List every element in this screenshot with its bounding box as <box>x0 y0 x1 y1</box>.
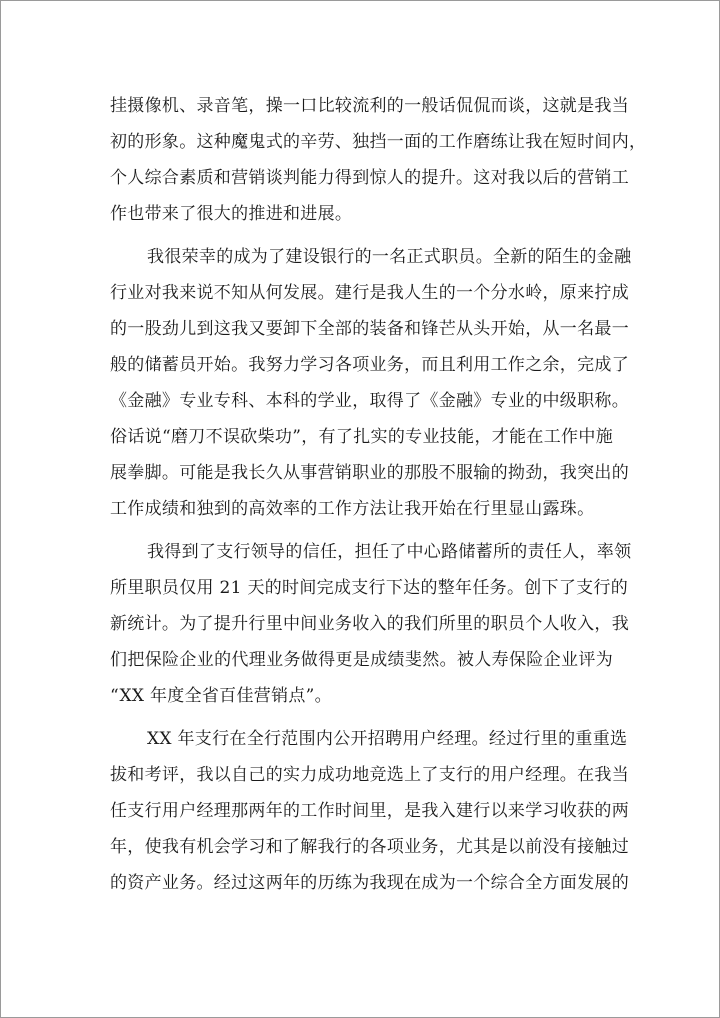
text-line: 任支行用户经理那两年的工作时间里，是我入建行以来学习收获的两 <box>110 801 629 821</box>
text-line: 个人综合素质和营销谈判能力得到惊人的提升。这对我以后的营销工 <box>110 168 629 188</box>
text-line: 俗话说“磨刀不误砍柴功”，有了扎实的专业技能，才能在工作中施 <box>110 427 613 447</box>
text-line: 新统计。为了提升行里中间业务收入的我们所里的职员个人收入，我 <box>110 614 629 634</box>
text-line: 年，使我有机会学习和了解我行的各项业务，尤其是以前没有接触过 <box>110 837 629 857</box>
text-line: 行业对我来说不知从何发展。建行是我人生的一个分水岭，原来拧成 <box>110 283 629 303</box>
text-line: 工作成绩和独到的高效率的工作方法让我开始在行里显山露珠。 <box>110 499 595 519</box>
text-line: 们把保险企业的代理业务做得更是成绩斐然。被人寿保险企业评为 <box>110 650 613 670</box>
text-line: 挂摄像机、录音笔，操一口比较流利的一般话侃侃而谈，这就是我当 <box>110 96 629 116</box>
text-line: 的资产业务。经过这两年的历练为我现在成为一个综合全方面发展的 <box>110 873 629 893</box>
text-line: 作也带来了很大的推进和进展。 <box>110 204 353 224</box>
text-line: 《金融》专业专科、本科的学业，取得了《金融》专业的中级职称。 <box>110 391 629 411</box>
text-line: 的一股劲儿到这我又要卸下全部的装备和锋芒从头开始，从一名最一 <box>110 319 629 339</box>
paragraph-first-line: 我很荣幸的成为了建设银行的一名正式职员。全新的陌生的金融 <box>147 247 632 267</box>
text-line: “XX 年度全省百佳营销点”。 <box>110 686 332 706</box>
text-line: 初的形象。这种魔鬼式的辛劳、独挡一面的工作磨练让我在短时间内， <box>110 132 647 152</box>
text-line: 展拳脚。可能是我长久从事营销职业的那股不服输的拗劲，我突出的 <box>110 463 629 483</box>
text-line: 拔和考评，我以自己的实力成功地竞选上了支行的用户经理。在我当 <box>110 765 629 785</box>
paragraph-first-line: XX 年支行在全行范围内公开招聘用户经理。经过行里的重重选 <box>147 729 628 749</box>
text-line: 般的储蓄员开始。我努力学习各项业务，而且利用工作之余，完成了 <box>110 355 629 375</box>
paragraph-first-line: 我得到了支行领导的信任，担任了中心路储蓄所的责任人，率领 <box>147 542 632 562</box>
text-line: 所里职员仅用 21 天的时间完成支行下达的整年任务。创下了支行的 <box>110 578 629 598</box>
